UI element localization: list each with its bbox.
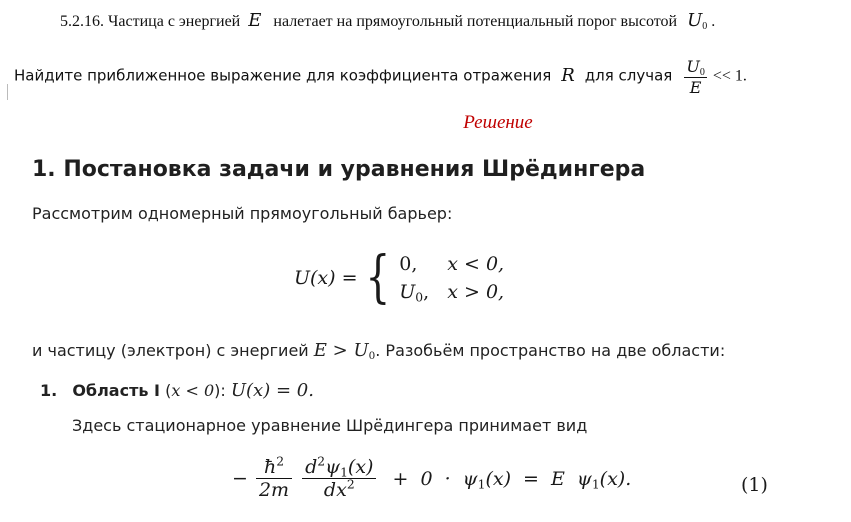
var-U-subscript: 0 xyxy=(702,21,708,32)
psi-subscript: 1 xyxy=(340,465,348,480)
margin-marker xyxy=(7,84,8,100)
dx-symbol: dx xyxy=(323,479,347,501)
list-item xyxy=(40,380,314,401)
cond-open: ( xyxy=(165,381,172,400)
piecewise-potential-equation xyxy=(294,245,505,310)
problem-end-1: . xyxy=(711,13,716,30)
problem-statement-line-1 xyxy=(60,10,715,31)
cases-block xyxy=(399,250,504,306)
after-text-after: . Разобьём пространство на две области: xyxy=(375,341,726,360)
hbar: ħ xyxy=(263,456,277,478)
region-potential: U(x) = 0. xyxy=(230,380,314,401)
fraction-numerator: U xyxy=(686,57,700,76)
case-1-condition: x < 0, xyxy=(447,253,505,275)
rhs-subscript: 1 xyxy=(591,477,600,492)
rhs-arg: (x). xyxy=(599,467,632,490)
fraction-numerator-subscript: 0 xyxy=(699,67,705,78)
var-R: R xyxy=(561,64,575,86)
hbar-fraction xyxy=(256,456,292,501)
psi-argument: (x) xyxy=(347,456,374,478)
var-U: U xyxy=(687,10,703,31)
region-label: Область I xyxy=(72,381,160,400)
region-description: Здесь стационарное уравнение Шрёдингера принимает вид xyxy=(72,416,588,435)
cond-close: ): xyxy=(214,381,226,400)
middle-term: + 0 · ψ xyxy=(392,467,478,490)
intro-text: Рассмотрим одномерный прямоугольный барьер: xyxy=(32,204,453,223)
d-symbol: d xyxy=(305,456,318,478)
piecewise-lhs: U(x) = xyxy=(294,267,358,289)
problem-text-2: налетает на прямоугольный потенциальный порог высотой xyxy=(273,13,678,30)
section-title: 1. Постановка задачи и уравнения Шрёдингера xyxy=(32,157,646,182)
ratio-fraction xyxy=(684,57,706,97)
equation-middle xyxy=(393,468,632,490)
energy-condition-subscript: 0 xyxy=(368,350,376,363)
left-brace-icon: { xyxy=(364,245,390,310)
var-E: E xyxy=(248,10,262,31)
dx-power: 2 xyxy=(346,477,355,492)
region-condition: x < 0 xyxy=(171,381,215,400)
case-2-condition: x > 0, xyxy=(447,281,505,303)
psi-symbol: ψ xyxy=(325,456,341,478)
case-1-value: 0, xyxy=(399,253,418,275)
problem-text-3: Найдите приближенное выражение для коэффициента отражения xyxy=(14,66,552,85)
fraction-denominator: E xyxy=(689,78,702,97)
energy-condition: E > U xyxy=(313,340,369,361)
problem-number: 5.2.16. xyxy=(60,13,104,30)
solution-heading: Решение xyxy=(463,112,533,133)
minus-sign: − xyxy=(232,467,248,490)
problem-text-4: для случая xyxy=(584,66,673,85)
second-derivative-fraction xyxy=(302,456,376,501)
two-m: 2m xyxy=(258,479,290,501)
hbar-power: 2 xyxy=(276,454,285,469)
after-text-before: и частицу (электрон) с энергией xyxy=(32,341,309,360)
schrodinger-equation xyxy=(232,456,631,501)
case-2-comma: , xyxy=(423,281,430,303)
list-number: 1. xyxy=(40,381,58,400)
case-2-subscript: 0 xyxy=(415,290,424,305)
condition: << 1. xyxy=(712,67,747,85)
after-text xyxy=(32,340,725,361)
d-power: 2 xyxy=(317,454,326,469)
equation-number: (1) xyxy=(741,474,768,496)
middle-subscript: 1 xyxy=(477,477,486,492)
case-2-value: U xyxy=(399,281,416,303)
problem-text-1: Частица с энергией xyxy=(108,13,241,30)
problem-statement-line-2 xyxy=(14,57,747,97)
middle-arg: (x) = E ψ xyxy=(485,467,592,490)
